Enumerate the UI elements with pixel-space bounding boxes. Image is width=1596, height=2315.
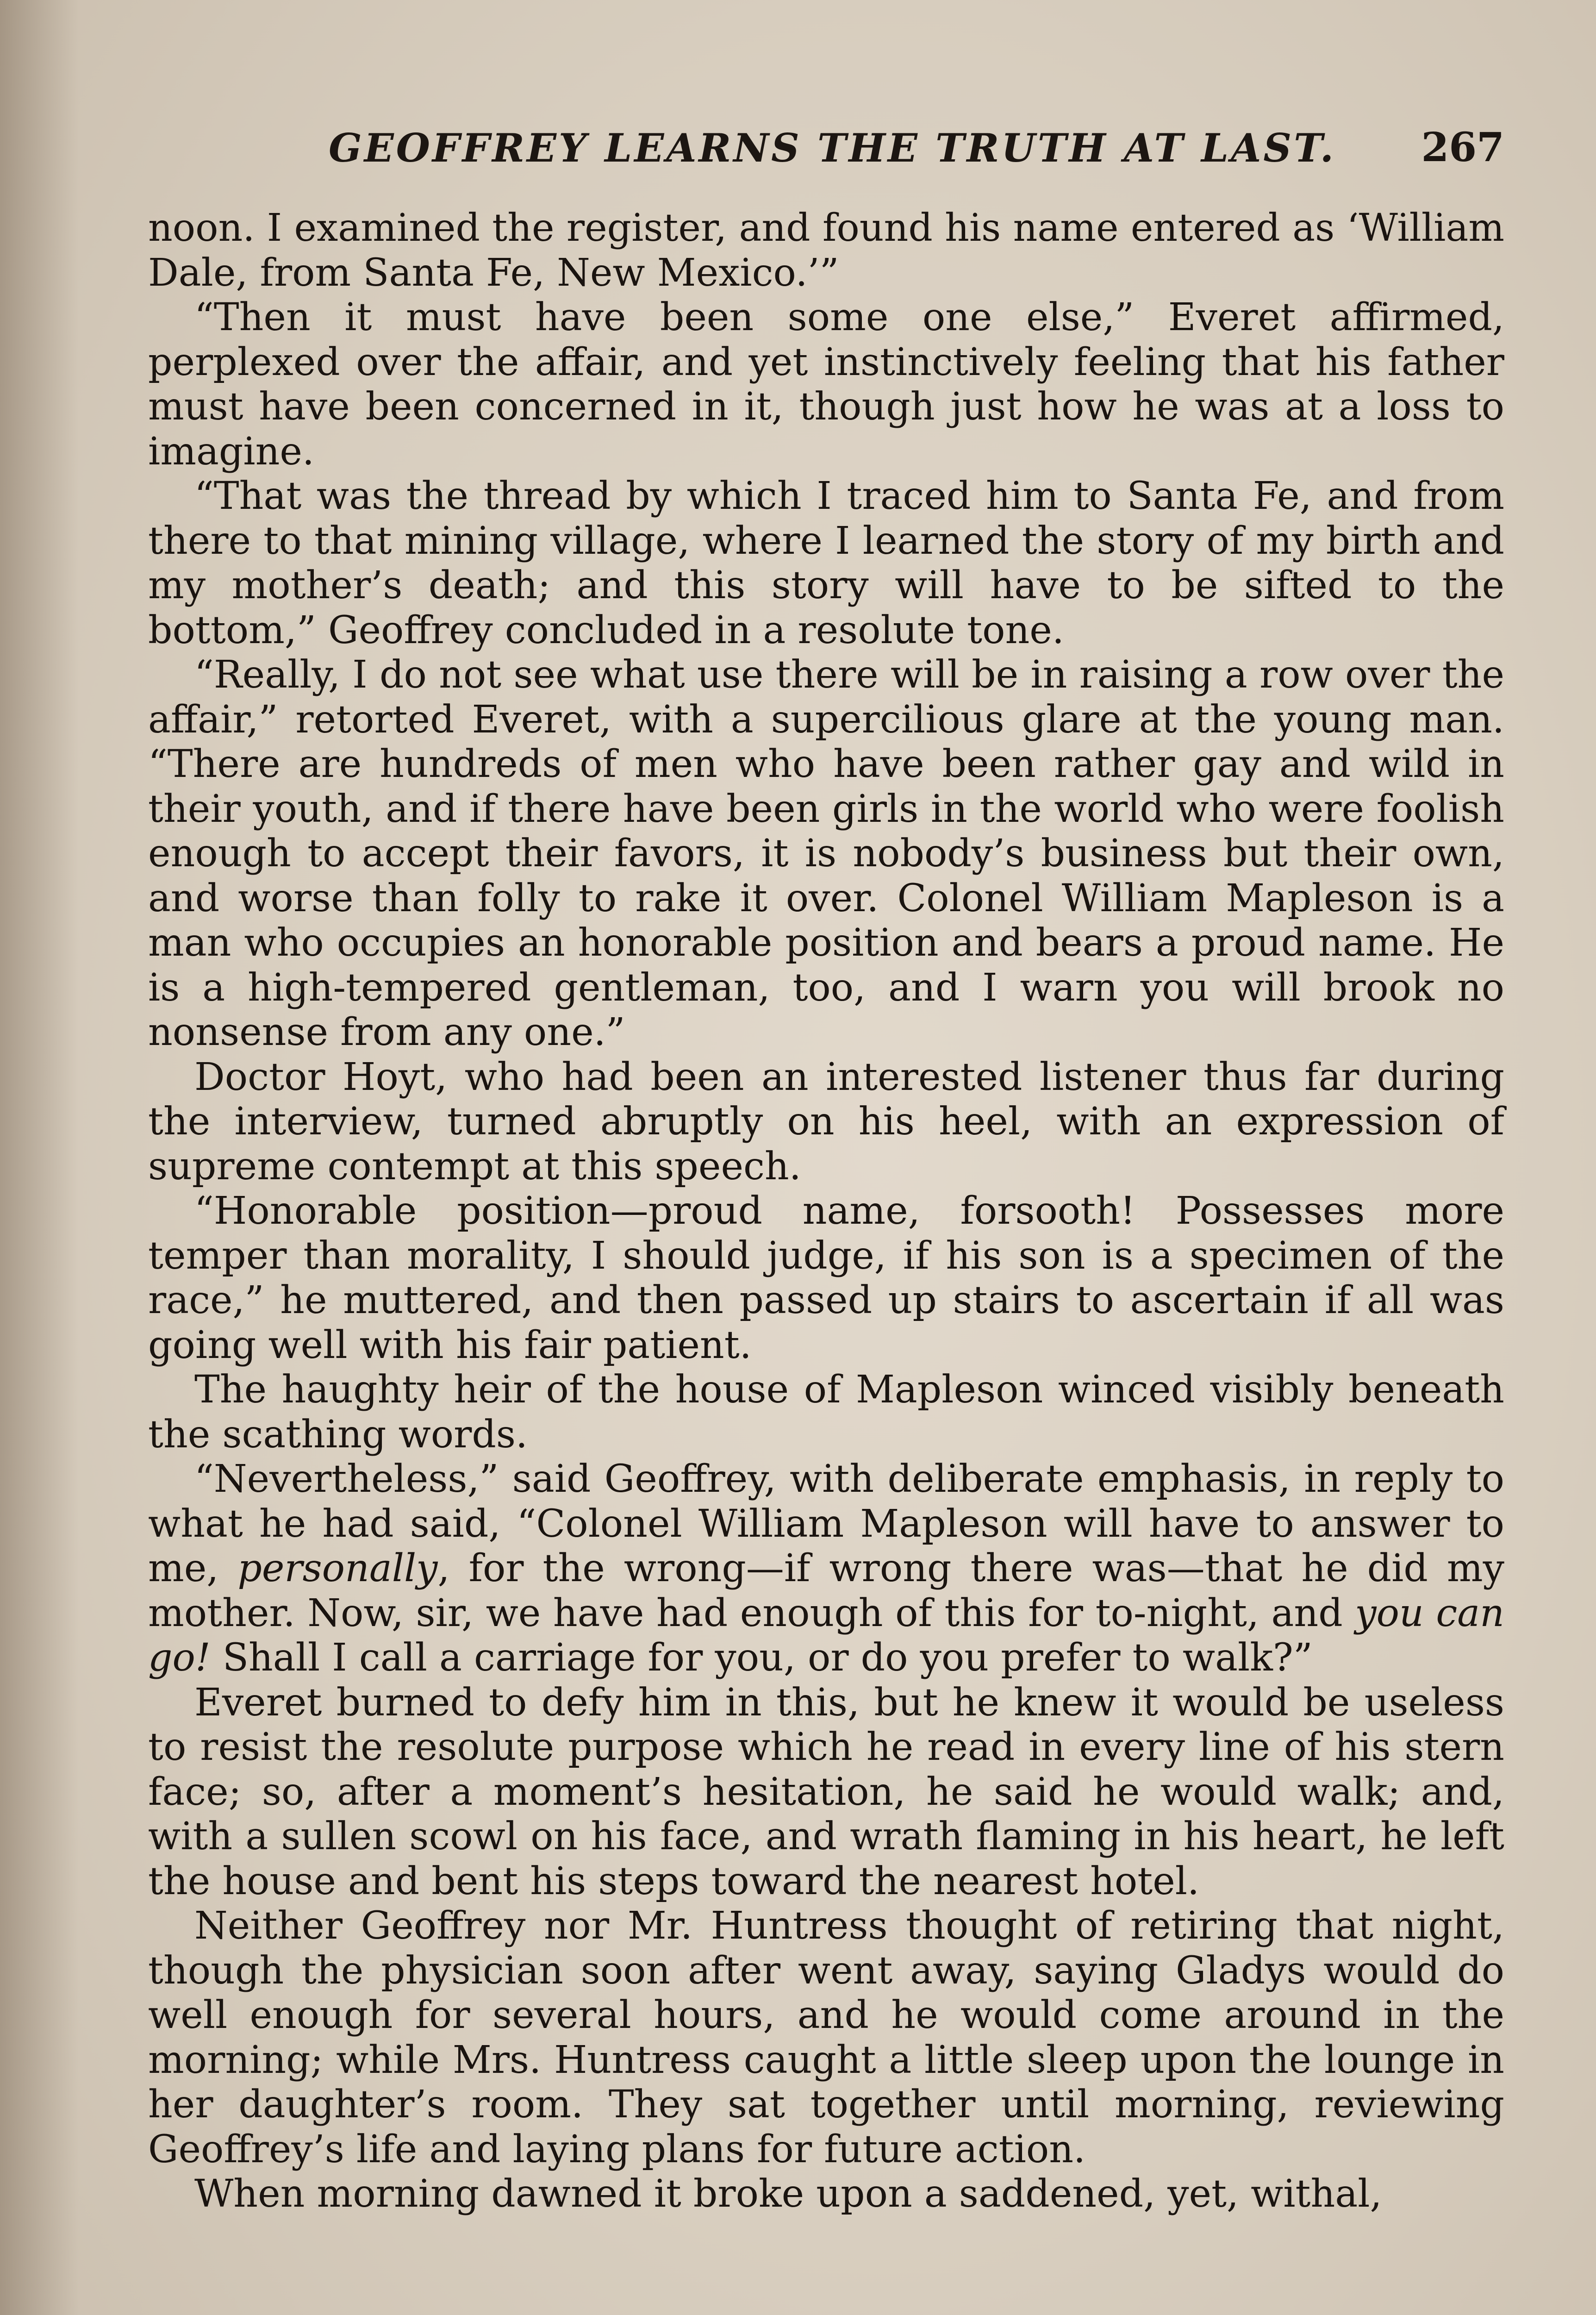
page-header: [148, 121, 1504, 181]
p8-emphasis-you-can-go: you can go!: [148, 1591, 1504, 1680]
p8-text-a: “Nevertheless,” said Geoffrey, with deliberate emphasis, in reply to what he had said, “Colonel William Mapleson will have to answer to me,: [148, 1457, 1504, 1590]
binding-shadow: [0, 0, 79, 2315]
running-title: GEOFFREY LEARNS THE TRUTH AT LAST.: [329, 125, 1336, 171]
body-text: [148, 206, 1504, 2217]
p8-text-c: , for the wrong—if wrong there was—that he did my mother. Now, sir, we have had enough of this for to-night, and: [148, 1546, 1504, 1635]
paragraph-10: Neither Geoffrey nor Mr. Huntress thought of retiring that night, though the physician soon after went away, saying Gladys would do well enough for several hours, and he would come around in the morning; while Mrs. Huntress caught a little sleep upon the lounge in her daughter’s room. They sat together until morning, reviewing Geoffrey’s life and laying plans for future action.: [148, 1904, 1504, 2171]
paragraph-6: “Honorable position—proud name, forsooth! Possesses more temper than morality, I should judge, if his son is a specimen of the race,” he muttered, and then passed up stairs to ascertain if all was going well with his fair patient.: [148, 1189, 1504, 1367]
paragraph-1: noon. I examined the register, and found his name entered as ‘William Dale, from Santa Fe, New Mexico.’”: [148, 206, 1504, 295]
paragraph-9: Everet burned to defy him in this, but he knew it would be useless to resist the resolute purpose which he read in every line of his stern face; so, after a moment’s hesitation, he said he would walk; and, with a sullen scowl on his face, and wrath flaming in his heart, he left the house and bent his steps toward the nearest hotel.: [148, 1680, 1504, 1903]
paragraph-4: “Really, I do not see what use there will be in raising a row over the affair,” retorted Everet, with a supercilious glare at the young man. “There are hundreds of men who have been rather gay and wild in their youth, and if there have been girls in the world who were foolish enough to accept their favors, it is nobody’s business but their own, and worse than folly to rake it over. Colonel William Mapleson is a man who occupies an honorable position and bears a proud name. He is a high-tempered gentleman, too, and I warn you will brook no nonsense from any one.”: [148, 653, 1504, 1054]
paragraph-3: “That was the thread by which I traced him to Santa Fe, and from there to that mining village, where I learned the story of my birth and my mother’s death; and this story will have to be sifted to the bottom,” Geoffrey concluded in a resolute tone.: [148, 474, 1504, 652]
paragraph-2: “Then it must have been some one else,” Everet affirmed, perplexed over the affair, and yet instinctively feeling that his father must have been concerned in it, though just how he was at a loss to imagine.: [148, 295, 1504, 474]
paragraph-8: [148, 1457, 1504, 1681]
p8-text-e: Shall I call a carriage for you, or do you prefer to walk?”: [210, 1636, 1313, 1680]
paragraph-11: When morning dawned it broke upon a saddened, yet, withal,: [194, 2172, 1382, 2216]
paragraph-7: The haughty heir of the house of Mapleson winced visibly beneath the scathing words.: [148, 1368, 1504, 1457]
page-number: 267: [1421, 124, 1504, 171]
p8-emphasis-personally: personally: [237, 1546, 438, 1590]
paragraph-5: Doctor Hoyt, who had been an interested listener thus far during the interview, turned abruptly on his heel, with an expression of supreme contempt at this speech.: [148, 1055, 1504, 1189]
